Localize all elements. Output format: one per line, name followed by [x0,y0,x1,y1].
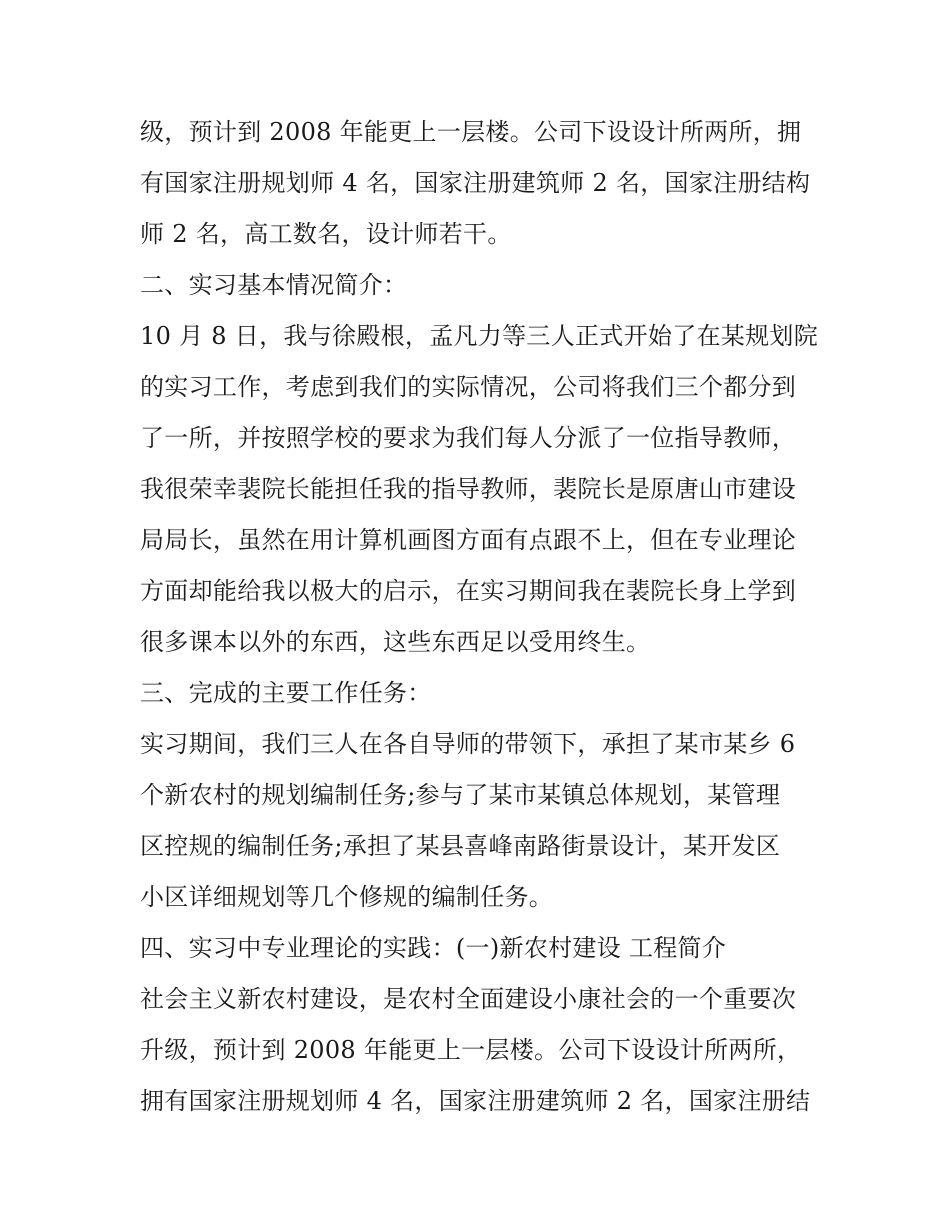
section-heading: 二、实习基本情况简介： [140,271,408,299]
text-line: 很多课本以外的东西，这些东西足以受用终生。 [140,628,651,656]
text-line: 升级，预计到 2008 年能更上一层楼。公司下设设计所两所， [140,1036,802,1064]
text-line: 小区详细规划等几个修规的编制任务。 [140,883,554,911]
text-line: 有国家注册规划师 4 名，国家注册建筑师 2 名，国家注册结构 [140,169,811,197]
text-line: 了一所，并按照学校的要求为我们每人分派了一位指导教师， [140,424,797,452]
text-line: 区控规的编制任务;承担了某县喜峰南路街景设计，某开发区 [140,832,781,860]
section-heading: 三、完成的主要工作任务： [140,679,432,707]
text-line: 方面却能给我以极大的启示，在实习期间我在裴院长身上学到 [140,577,797,605]
text-line: 我很荣幸裴院长能担任我的指导教师，裴院长是原唐山市建设 [140,475,797,503]
document-body [140,107,830,1127]
text-line: 个新农村的规划编制任务;参与了某市某镇总体规划，某管理 [140,781,781,809]
text-line: 实习期间，我们三人在各自导师的带领下，承担了某市某乡 6 [140,730,796,758]
text-line: 拥有国家注册规划师 4 名，国家注册建筑师 2 名，国家注册结 [140,1087,811,1115]
text-line: 局局长，虽然在用计算机画图方面有点跟不上，但在专业理论 [140,526,797,554]
text-line: 社会主义新农村建设，是农村全面建设小康社会的一个重要次 [140,985,797,1013]
text-line: 10 月 8 日，我与徐殿根，孟凡力等三人正式开始了在某规划院 [140,322,818,350]
section-heading: 四、实习中专业理论的实践：(一)新农村建设 工程简介 [140,934,727,962]
text-line: 师 2 名，高工数名，设计师若干。 [140,220,512,248]
text-line: 的实习工作，考虑到我们的实际情况，公司将我们三个都分到 [140,373,797,401]
text-line: 级，预计到 2008 年能更上一层楼。公司下设设计所两所，拥 [140,118,802,146]
